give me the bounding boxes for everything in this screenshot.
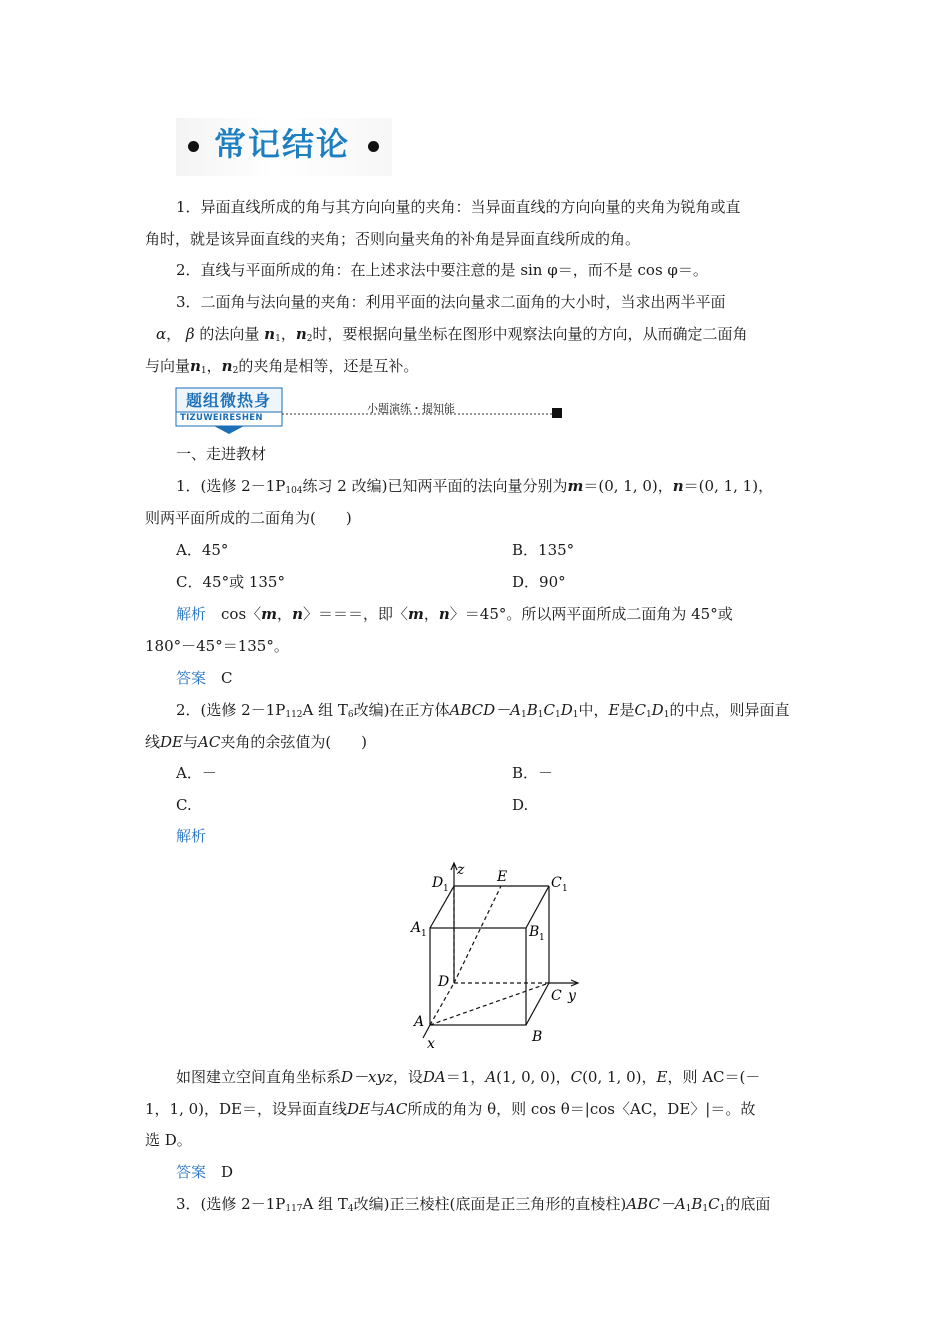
segment-de: DE	[347, 1100, 370, 1118]
q1-option-d: D．90°	[512, 573, 566, 591]
vector-m: m	[567, 477, 584, 495]
text: 与	[369, 1100, 385, 1118]
point-e-label: E	[497, 869, 508, 885]
q2-solution-line2	[145, 1093, 755, 1125]
subscript: 1	[539, 933, 545, 943]
answer-value: D	[221, 1163, 234, 1181]
text: 是	[619, 701, 635, 719]
subscript: 1	[200, 366, 207, 376]
point-e: E	[608, 701, 620, 719]
subscript: 1	[685, 1204, 692, 1214]
text: 1．(选修 2－1P	[176, 477, 286, 495]
q2-line2	[145, 726, 367, 758]
q2-line1	[176, 694, 789, 726]
text: ，设	[392, 1068, 423, 1086]
text: 〉＝＝＝，即〈	[302, 605, 408, 623]
conclusion-3-line1: 3．二面角与法向量的夹角：利用平面的法向量求二面角的大小时，当求出两半平面	[176, 293, 726, 311]
conclusion-3-line3: 与向量$n_1$，$n_2$的夹角是相等，还是互补。	[145, 357, 419, 376]
text: 1，1, 0)，DE＝，设异面直线	[145, 1100, 347, 1118]
q2-option-a: A．－	[176, 764, 217, 782]
point-c: C	[570, 1068, 583, 1086]
subscript: 6	[347, 710, 354, 720]
vertex: D	[651, 701, 664, 719]
subscript: 1	[443, 884, 449, 894]
title-bullet-right-icon	[368, 141, 379, 152]
text: ＝(0, 1, 1)，	[683, 477, 774, 495]
segment-ac: AC	[385, 1100, 408, 1118]
answer-label: 答案	[176, 669, 207, 687]
subscript: 112	[285, 710, 303, 720]
q1-option-c: C．45°或 135°	[176, 573, 285, 591]
point-a: A	[485, 1068, 497, 1086]
vector-n: n	[264, 325, 276, 343]
vertex: D	[560, 701, 573, 719]
text: 改编)在正方体	[353, 701, 450, 719]
text: 与	[183, 733, 199, 751]
text: cos〈	[221, 605, 262, 623]
q1-analysis-line1: 解析 cos〈m，n〉＝＝＝，即〈m，n〉＝45°。所以两平面所成二面角为 45°或	[176, 605, 733, 623]
coord-system: －xyz	[353, 1068, 393, 1086]
text: 中，	[578, 701, 609, 719]
text: A 组 T	[302, 1195, 348, 1213]
conclusion-2: 2．直线与平面所成的角：在上述求法中要注意的是 sin φ＝，而不是 cos φ＝。	[176, 261, 708, 279]
point-e: E	[656, 1068, 668, 1086]
title-bullet-left-icon	[188, 141, 199, 152]
q2-answer	[176, 1156, 233, 1188]
vector-m: m	[261, 605, 278, 623]
q2-solution-line1	[176, 1061, 760, 1093]
conclusion-3-line2: α， β 的法向量 $n_1$，$n_2$时，要根据向量坐标在图形中观察法向量的方向，从而确定二面角	[156, 325, 748, 344]
q1-line1	[176, 470, 773, 502]
subscript: 1	[562, 884, 568, 894]
q1-line2: 则两平面所成的二面角为( )	[145, 509, 352, 527]
subscript: 1	[645, 710, 652, 720]
answer-label: 答案	[176, 1163, 207, 1181]
subscript: 117	[285, 1204, 303, 1214]
origin-d: D	[341, 1068, 354, 1086]
vertex-b1-label: B	[529, 924, 540, 940]
q2-solution-line3: 选 D。	[145, 1131, 192, 1149]
text: 〉＝45°。所以两平面所成二面角为 45°或	[449, 605, 733, 623]
q2-option-d: D.	[512, 796, 529, 814]
subscript: 1	[537, 710, 544, 720]
page-title: 常记结论	[214, 125, 351, 163]
axis-y-label: y	[568, 988, 576, 1004]
analysis-label: 解析	[176, 605, 207, 623]
prism-name: ABC－A	[626, 1195, 686, 1213]
subscript: 4	[347, 1204, 354, 1214]
text: (0, 1, 0)，	[582, 1068, 657, 1086]
conclusion-1-line1: 1．异面直线所成的角与其方向向量的夹角：当异面直线的方向向量的夹角为锐角或直	[176, 198, 741, 216]
conclusion-1-line2: 角时，就是该异面直线的夹角；否则向量夹角的补角是异面直线所成的角。	[145, 230, 641, 248]
vertex-b-label: B	[532, 1029, 543, 1045]
cube-name: ABCD－A	[449, 701, 521, 719]
vertex: C	[708, 1195, 720, 1213]
vertex-a-label: A	[414, 1014, 425, 1030]
q2-option-c: C.	[176, 796, 192, 814]
vertex-a1-label: A	[411, 920, 422, 936]
segment-ac: AC	[198, 733, 221, 751]
banner-title: 题组微热身	[186, 391, 272, 410]
text: 的底面	[725, 1195, 771, 1213]
vector-n: n	[190, 357, 201, 375]
text: 的夹角是相等，还是互补。	[238, 357, 419, 375]
text: (1, 0, 0)，	[496, 1068, 571, 1086]
axis-x-label: x	[427, 1036, 435, 1052]
q2-option-b: B．－	[512, 764, 554, 782]
subscript: 1	[554, 710, 561, 720]
subscript: 104	[285, 486, 303, 496]
subscript: 1	[275, 334, 281, 344]
text: 线	[145, 733, 161, 751]
text: 改编)正三棱柱(底面是正三角形的直棱柱)	[353, 1195, 627, 1213]
vector-n: n	[292, 605, 303, 623]
text: 所成的角为 θ，则 cos θ＝|cos〈AC，DE〉|＝。故	[407, 1100, 756, 1118]
text: 与向量	[145, 357, 191, 375]
vertex-c1-label: C	[551, 875, 562, 891]
subscript: 1	[719, 1204, 726, 1214]
text: 2．(选修 2－1P	[176, 701, 286, 719]
subscript: 1	[702, 1204, 709, 1214]
beta-symbol: β	[185, 325, 195, 343]
text: 的中点，则异面直	[669, 701, 790, 719]
subscript: 1	[520, 710, 527, 720]
vector-m: m	[407, 605, 424, 623]
vector-n: n	[221, 357, 233, 375]
text: A 组 T	[302, 701, 348, 719]
text: 如图建立空间直角坐标系	[176, 1068, 342, 1086]
vertex: C	[634, 701, 646, 719]
text: 练习 2 改编)已知两平面的法向量分别为	[302, 477, 568, 495]
q3-line1	[176, 1188, 770, 1220]
subscript: 1	[421, 929, 427, 939]
text: 的法向量	[199, 325, 260, 343]
subscript: 2	[232, 366, 239, 376]
text: ＝1，	[445, 1068, 486, 1086]
segment-de: DE	[160, 733, 183, 751]
subscript: 1	[572, 710, 579, 720]
subscript: 1	[663, 710, 670, 720]
q1-option-a: A．45°	[176, 541, 229, 559]
vertex: B	[526, 701, 538, 719]
vertex-d-label: D	[438, 974, 450, 990]
q2-analysis-label: 解析	[176, 827, 207, 845]
q1-option-b: B．135°	[512, 541, 575, 559]
vertex-c-label: C	[551, 988, 562, 1004]
vector-n: n	[295, 325, 307, 343]
text: 3．(选修 2－1P	[176, 1195, 286, 1213]
banner-subtitle: 小题演练・提知能	[367, 402, 455, 415]
section-heading: 一、走进教材	[176, 445, 267, 463]
text: 时，要根据向量坐标在图形中观察法向量的方向，从而确定二面角	[312, 325, 748, 343]
vertex: C	[543, 701, 555, 719]
alpha-symbol: α	[156, 325, 167, 343]
vertex: B	[691, 1195, 703, 1213]
answer-value: C	[221, 669, 233, 687]
q1-answer	[176, 662, 233, 694]
text: ＝(0, 1, 0)，	[583, 477, 673, 495]
vector-n: n	[672, 477, 684, 495]
subscript: 2	[306, 334, 313, 344]
text: 夹角的余弦值为( )	[220, 733, 368, 751]
q1-analysis-line2: 180°－45°＝135°。	[145, 637, 289, 655]
vertex-d1-label: D	[432, 875, 444, 891]
banner-pinyin: TIZUWEIRESHEN	[180, 413, 263, 423]
text: ，则 AC＝(－	[667, 1068, 761, 1086]
cube-figure	[405, 860, 595, 1056]
vector-n: n	[438, 605, 450, 623]
segment-da: DA	[422, 1068, 446, 1086]
axis-z-label: z	[457, 862, 465, 878]
